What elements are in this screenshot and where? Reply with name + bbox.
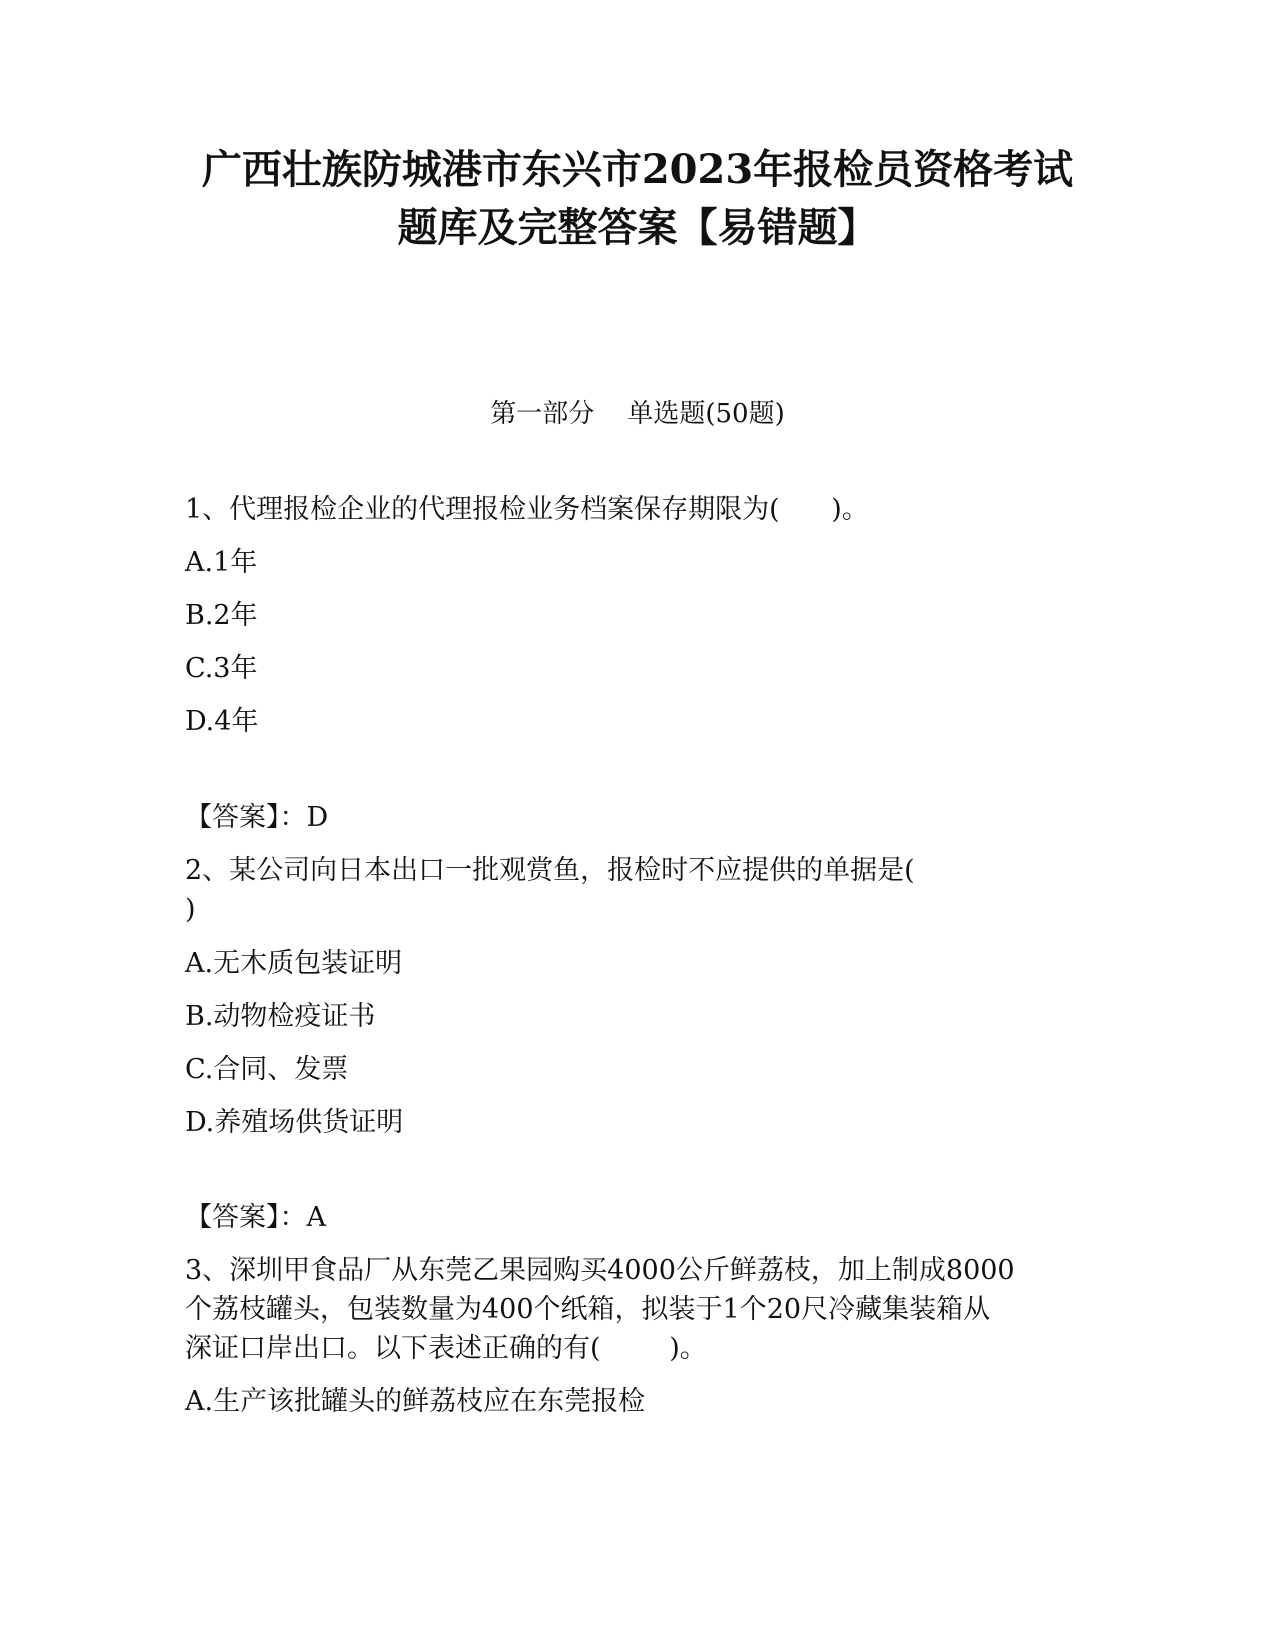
question-1-option-b: B.2年 — [185, 600, 258, 631]
question-2-answer: 【答案】：A — [185, 1202, 326, 1233]
document-title-line-2: 题库及完整答案【易错题】 — [397, 204, 878, 251]
question-1-option-d: D.4年 — [185, 706, 259, 737]
document-title-line-1: 广西壮族防城港市东兴市2023年报检员资格考试 — [201, 146, 1074, 193]
question-3-stem-line-2: 个荔枝罐头，包装数量为400个纸箱，拟装于1个20尺冷藏集装箱从 — [185, 1294, 991, 1325]
question-1-option-c: C.3年 — [185, 653, 258, 684]
question-3-option-a: A.生产该批罐头的鲜荔枝应在东莞报检 — [185, 1386, 646, 1417]
question-1-option-a: A.1年 — [185, 547, 258, 578]
section-heading: 第一部分 单选题(50题) — [490, 399, 785, 429]
question-2-stem-line-1: 2、某公司向日本出口一批观赏鱼，报检时不应提供的单据是( — [185, 855, 915, 886]
question-2-option-d: D.养殖场供货证明 — [185, 1107, 404, 1138]
question-3-stem-line-3: 深证口岸出口。以下表述正确的有( )。 — [185, 1333, 707, 1364]
question-2-option-c: C.合同、发票 — [185, 1054, 349, 1085]
question-2-stem-line-2: ) — [185, 894, 196, 925]
question-2-option-a: A.无木质包装证明 — [185, 948, 403, 979]
question-1-answer: 【答案】：D — [185, 802, 329, 833]
question-2-option-b: B.动物检疫证书 — [185, 1001, 376, 1032]
question-1-stem: 1、代理报检企业的代理报检业务档案保存期限为( )。 — [185, 494, 869, 525]
question-3-stem-line-1: 3、深圳甲食品厂从东莞乙果园购买4000公斤鲜荔枝，加上制成8000 — [185, 1255, 1015, 1286]
